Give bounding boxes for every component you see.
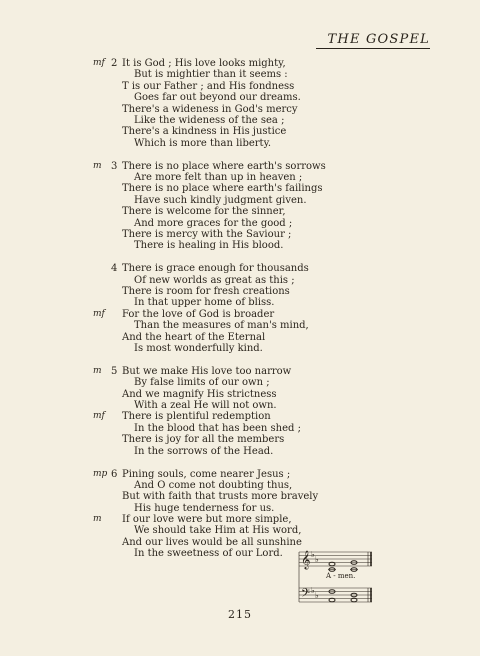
line-text: Of new worlds as great as this ; [134,274,295,286]
verse-line [0,548,480,559]
verse [0,366,480,457]
verse-line [0,400,480,411]
line-text: It is God ; His love looks mighty, [122,58,286,69]
line-text: There is joy for all the members [122,434,285,446]
line-text: Like the wideness of the sea ; [134,114,285,126]
verse-line [0,183,480,194]
line-text: There's a kindness in His justice [122,126,287,138]
line-text: His huge tenderness for us. [134,502,275,514]
verse-number: 5 [111,365,118,377]
line-text: But is mightier than it seems : [134,69,288,81]
dynamic-marking: mf [93,58,105,68]
line-text: In the sweetness of our Lord. [134,548,283,560]
line-text: With a zeal He will not own. [134,400,277,412]
line-text: There is grace enough for thousands [122,263,309,275]
verse-line [0,104,480,115]
verse-line [0,514,480,525]
line-text: If our love were but more simple, [122,514,292,526]
line-text: There is no place where earth's failings [122,183,323,195]
verse-number: 4 [111,263,118,275]
verse-line [0,138,480,149]
verse-number: 3 [111,160,118,172]
verse-line [0,411,480,422]
svg-text:♭: ♭ [311,550,315,559]
verse-line [0,503,480,514]
amen-music [296,548,376,610]
verse-line [0,434,480,445]
line-text: And O come not doubting thus, [134,479,293,491]
dynamic-marking: mf [93,308,105,319]
line-text: And our lives would be all sunshine [122,536,302,548]
line-text: There is welcome for the sinner, [122,206,286,218]
hymn-text [0,58,480,571]
line-text: We should take Him at His word, [134,525,302,537]
verse-line [0,366,480,377]
verse-line [0,389,480,400]
dynamic-marking: m [93,365,102,376]
amen-lyric: A - men. [326,572,356,580]
verse-line [0,480,480,491]
verse-line [0,275,480,286]
line-text: Have such kindly judgment given. [134,194,307,206]
line-text: And the heart of the Eternal [122,331,266,343]
verse-line [0,69,480,80]
verse-line [0,309,480,320]
line-text: Is most wonderfully kind. [134,342,263,354]
verse-line [0,377,480,388]
verse-line [0,92,480,103]
verse-line [0,206,480,217]
svg-text:𝄢: 𝄢 [301,587,311,603]
verse-line [0,343,480,354]
verse-line [0,161,480,172]
svg-text:𝄞: 𝄞 [301,550,311,569]
line-text: Goes far out beyond our dreams. [134,92,301,104]
verse-line [0,81,480,92]
line-text: There is healing in His blood. [134,240,284,252]
line-text: By false limits of our own ; [134,377,270,389]
line-text: There is room for fresh creations [122,286,290,298]
svg-text:♭: ♭ [311,586,315,595]
verse-line [0,172,480,183]
verse-line [0,297,480,308]
page-number: 215 [228,608,252,621]
line-text: In the blood that has been shed ; [134,422,301,434]
dynamic-marking: mf [93,411,105,422]
verse-line [0,537,480,548]
dynamic-marking: m [93,514,102,525]
verse-line [0,229,480,240]
verse-line [0,446,480,457]
line-text: Which is more than liberty. [134,137,272,149]
line-text: For the love of God is broader [122,308,275,320]
line-text: And we magnify His strictness [122,388,277,400]
line-text: Are more felt than up in heaven ; [134,172,303,184]
verse-line [0,525,480,536]
verse-line [0,218,480,229]
verse-line [0,423,480,434]
svg-text:♭: ♭ [315,591,319,600]
line-text: And more graces for the good ; [134,217,293,229]
verse-line [0,286,480,297]
verse-line [0,115,480,126]
svg-text:♭: ♭ [315,555,319,564]
verse-line [0,240,480,251]
verse-line [0,332,480,343]
line-text: There is plentiful redemption [122,411,271,423]
verse-line [0,195,480,206]
verse-line [0,263,480,274]
line-text: In the sorrows of the Head. [134,445,274,457]
line-text: But we make His love too narrow [122,365,292,377]
verse [0,469,480,560]
line-text: There is no place where earth's sorrows [122,160,326,172]
verse-number: 6 [111,468,118,480]
dynamic-marking: m [93,160,102,171]
verse-line [0,320,480,331]
line-text: In that upper home of bliss. [134,297,275,309]
line-text: There's a wideness in God's mercy [122,103,298,115]
verse [0,263,480,354]
dynamic-marking: mp [93,468,108,479]
verse-line [0,491,480,502]
verse-line [0,469,480,480]
running-head: THE GOSPEL [327,32,430,47]
line-text: There is mercy with the Saviour ; [122,228,292,240]
line-text: Than the measures of man's mind, [134,320,309,332]
verse [0,58,480,149]
verse-line [0,58,480,69]
line-text: But with faith that trusts more bravely [122,491,319,503]
verse [0,161,480,252]
verse-number: 2 [111,58,118,69]
verse-line [0,126,480,137]
header-rule [316,48,430,49]
line-text: T is our Father ; and His fondness [122,80,295,92]
line-text: Pining souls, come nearer Jesus ; [122,468,291,480]
